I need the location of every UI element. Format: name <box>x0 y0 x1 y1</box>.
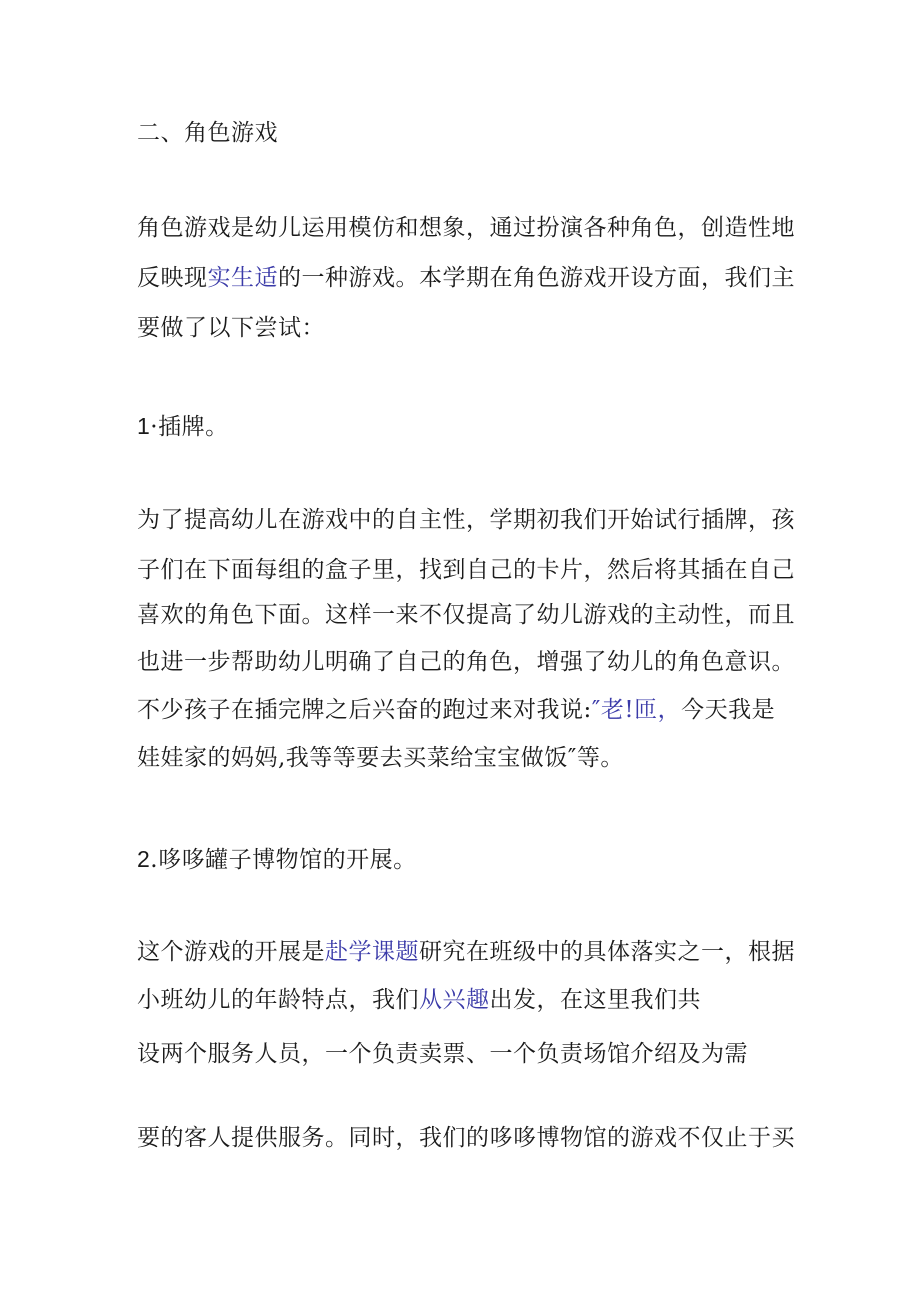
section2-line-1: 这个游戏的开展是赴学课题研究在班级中的具体落实之一，根据 <box>137 939 795 965</box>
section1-line-5: 不少孩子在插完牌之后兴奋的跑过来对我说:″老!匝，今天我是 <box>137 697 776 723</box>
section2-line-3: 设两个服务人员，一个负责卖票、一个负责场馆介绍及为需 <box>137 1041 748 1067</box>
highlighted-text: 从兴趣 <box>419 987 490 1013</box>
highlighted-quote: ″老!匝， <box>591 697 682 723</box>
section1-line-3: 喜欢的角色下面。这样一来不仅提高了幼儿游戏的主动性，而且 <box>137 602 795 628</box>
intro-line-1: 角色游戏是幼儿运用模仿和想象，通过扮演各种角色，创造性地 <box>137 215 795 241</box>
highlighted-text: 实生适 <box>207 265 278 291</box>
intro-line-3: 要做了以下尝试： <box>137 315 325 341</box>
section1-line-2: 子们在下面每组的盒子里，找到自己的卡片，然后将其插在自己 <box>137 557 795 583</box>
intro-line-2: 反映现实生适的一种游戏。本学期在角色游戏开设方面，我们主 <box>137 265 795 291</box>
section1-line-4: 也进一步帮助幼儿明确了自己的角色，增强了幼儿的角色意识。 <box>137 649 795 675</box>
highlighted-text: 赴学课题 <box>325 939 419 965</box>
section-heading: 二、角色游戏 <box>137 120 278 146</box>
section2-line-2: 小班幼儿的年龄特点，我们从兴趣出发，在这里我们共 <box>137 987 701 1013</box>
section1-line-6: 娃娃家的妈妈,我等等要去买菜给宝宝做饭″等。 <box>137 745 624 771</box>
section1-line-1: 为了提高幼儿在游戏中的自主性，学期初我们开始试行插牌，孩 <box>137 507 795 533</box>
section2-line-4: 要的客人提供服务。同时，我们的哆哆博物馆的游戏不仅止于买 <box>137 1125 795 1151</box>
section1-heading: 1·插牌。 <box>137 413 229 440</box>
section2-heading: 2.哆哆罐子博物馆的开展。 <box>137 846 417 873</box>
